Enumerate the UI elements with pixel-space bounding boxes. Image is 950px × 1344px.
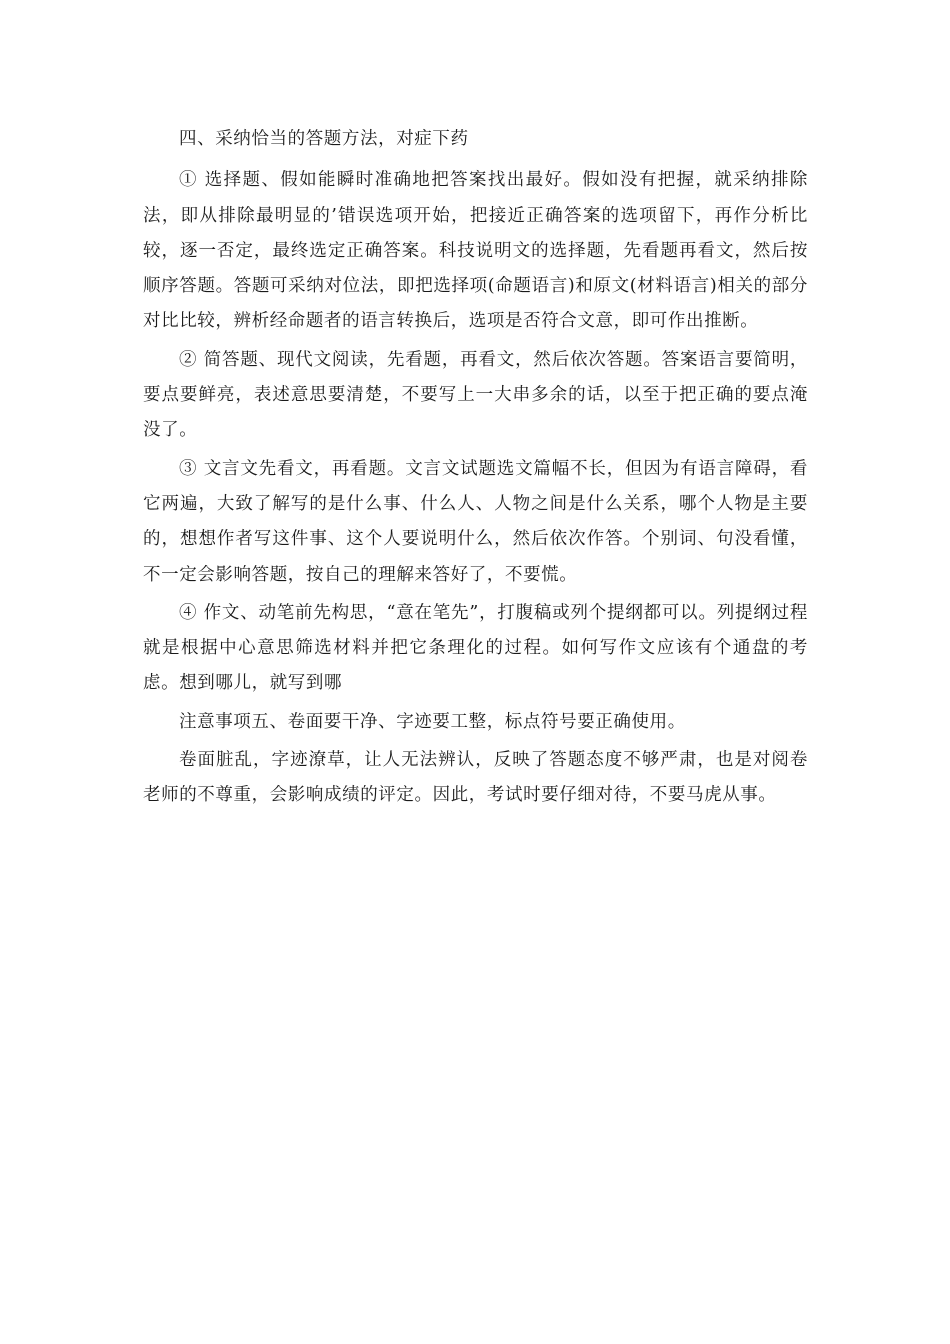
paragraph-multiple-choice: ① 选择题、假如能瞬时准确地把答案找出最好。假如没有把握，就采纳排除法，即从排除最明显的’错误选项开始，把接近正确答案的选项留下，再作分析比较，逐一否定，最终选定正确答案。科技说明文的选择题，先看题再看文，然后按顺序答题。答题可采纳对位法，即把选择项(命题语言)和原文(材料语言)相关的部分对比比较，辨析经命题者的语言转换后，选项是否符合文意，即可作出推断。 xyxy=(143,170,808,332)
paragraph-classical-chinese: ③ 文言文先看文，再看题。文言文试题选文篇幅不长，但因为有语言障碍，看它两遍，大致了解写的是什么事、什么人、人物之间是什么关系，哪个人物是主要的，想想作者写这件事、这个人要说明什么，然后依次作答。个别词、句没看懂，不一定会影响答题，按自己的理解来答好了，不要慌。 xyxy=(143,458,808,585)
paragraph-short-answer: ② 简答题、现代文阅读，先看题，再看文，然后依次答题。答案语言要简明，要点要鲜亮，表述意思要清楚，不要写上一大串多余的话，以至于把正确的要点淹没了。 xyxy=(143,349,808,441)
section-heading: 四、采纳恰当的答题方法，对症下药 xyxy=(179,129,469,149)
paragraph-neatness: 卷面脏乱，字迹潦草，让人无法辨认，反映了答题态度不够严肃，也是对阅卷老师的不尊重，会影响成绩的评定。因此，考试时要仔细对待，不要马虎从事。 xyxy=(143,750,808,806)
document-body xyxy=(143,122,808,817)
paragraph-notice-five: 注意事项五、卷面要干净、字迹要工整，标点符号要正确使用。 xyxy=(179,711,686,732)
paragraph-composition: ④ 作文、动笔前先构思，“意在笔先”，打腹稿或列个提纲都可以。列提纲过程就是根据中心意思筛选材料并把它条理化的过程。如何写作文应该有个通盘的考虑。想到哪儿，就写到哪 xyxy=(143,602,808,694)
